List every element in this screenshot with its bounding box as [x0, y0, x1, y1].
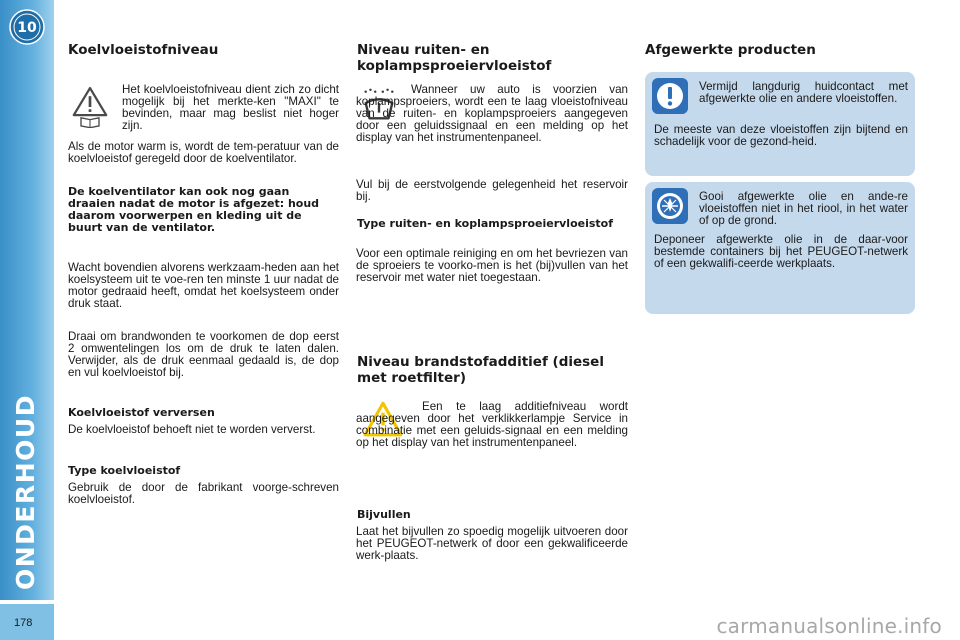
section-title: ONDERHOUD: [11, 394, 40, 590]
additive-heading: Niveau brandstofadditief (diesel met roetfilter): [357, 354, 604, 386]
washer-para2: Vul bij de eerstvolgende gelegenheid het reservoir bij.: [356, 178, 628, 203]
washer-type-heading: Type ruiten- en koplampsproeiervloeistof: [357, 217, 614, 230]
additive-para: Een te laag additiefniveau wordt aangegeven door het verklikkerlampje Service in combinatie met een geluids-signaal en een melding op het display van het instrumentenpaneel.: [356, 400, 628, 449]
refill-text: Laat het bijvullen zo spoedig mogelijk uitvoeren door het PEUGEOT-netwerk of door een gekwalificeerde werk-plaats.: [356, 525, 628, 562]
refill-heading: Bijvullen: [357, 508, 411, 521]
coolant-type-heading: Type koelvloeistof: [68, 464, 181, 477]
chapter-number: 10: [17, 20, 37, 36]
coolant-para1: Als de motor warm is, wordt de tem-peratuur van de koelvloeistof geregeld door de koelventilator.: [68, 140, 339, 165]
coolant-change-text: De koelvloeistof behoeft niet te worden ververst.: [68, 423, 316, 436]
exclamation-icon: [652, 78, 688, 114]
coolant-heading: Koelvloeistofniveau: [68, 42, 219, 58]
skin-contact-box: [645, 72, 915, 176]
coolant-para3: Draai om brandwonden te voorkomen de dop eerst 2 omwentelingen los om de druk te laten dalen. Verwijder, als de druk eenmaal gedaald is, de dop en vul koelvloeistof bij.: [68, 330, 339, 379]
washer-para1: Wanneer uw auto is voorzien van koplampsproeiers, wordt een te laag vloeistofniveau van de ruiten- en koplampsproeiers aangegeven door een geluidssignaal en een melding op het display van het instrumentenpaneel.: [356, 83, 628, 144]
disposal-text: Deponeer afgewerkte olie in de daar-voor bestemde containers bij het PEUGEOT-netwerk of een gekwalifi-ceerde werkplaats.: [654, 233, 908, 270]
coolant-intro: Het koelvloeistofniveau dient zich zo dicht mogelijk bij het merkte-ken "MAXI" te bevinden, maar mag beslist niet hoger zijn.: [122, 83, 339, 132]
coolant-para2: Wacht bovendien alvorens werkzaam-heden aan het koelsysteem uit te voe-ren ten minste 1 uur nadat de motor gedraaid heeft, omdat het koelsysteem onder druk staat.: [68, 261, 339, 310]
warning-triangle-manual-icon: [72, 86, 108, 128]
disposal-lead: Gooi afgewerkte olie en ande-re vloeistoffen niet in het riool, in het water of op de grond.: [699, 190, 908, 227]
coolant-change-heading: Koelvloeistof verversen: [68, 406, 215, 419]
washer-type-text: Voor een optimale reiniging en om het bevriezen van de sproeiers te voorko-men is het (bij)vullen van het reservoir met water niet toegestaan.: [356, 247, 628, 284]
skin-contact-lead: Vermijd langdurig huidcontact met afgewerkte olie en andere vloeistoffen.: [699, 80, 908, 105]
watermark: carmanualsonline.info: [716, 614, 942, 638]
waste-products-heading: Afgewerkte producten: [645, 42, 816, 58]
chapter-badge-icon: [9, 9, 45, 45]
environment-icon: [652, 188, 688, 224]
disposal-box: [645, 182, 915, 314]
coolant-warning: De koelventilator kan ook nog gaan draaien nadat de motor is afgezet: houd daarom voorwerpen en kleding uit de buurt van de ventilator.: [68, 185, 320, 234]
skin-contact-text: De meeste van deze vloeistoffen zijn bijtend en schadelijk voor de gezond-heid.: [654, 123, 908, 148]
chapter-sidebar: [0, 0, 54, 600]
page-number: 178: [14, 617, 33, 629]
washer-heading: Niveau ruiten- en koplampsproeiervloeistof: [357, 42, 552, 74]
coolant-type-text: Gebruik de door de fabrikant voorge-schreven koelvloeistof.: [68, 481, 339, 506]
